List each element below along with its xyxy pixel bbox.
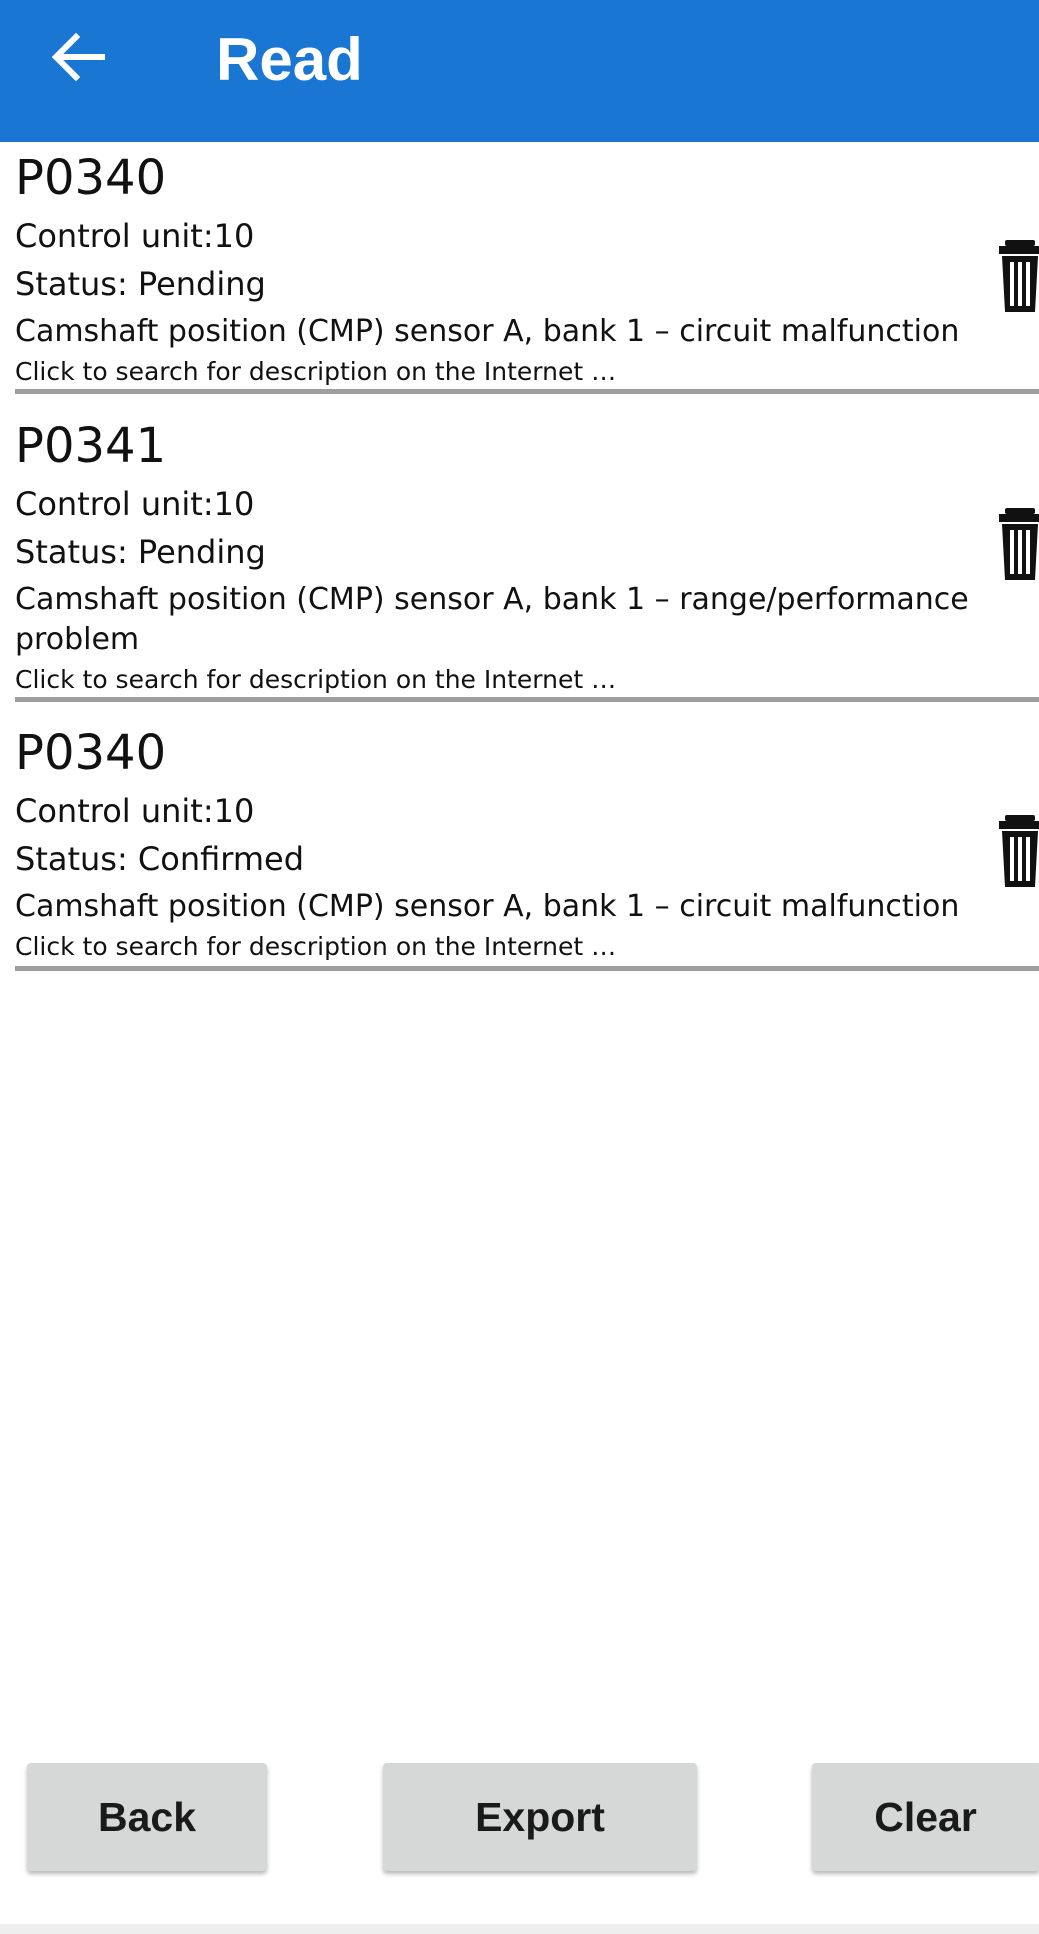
dtc-list-item[interactable] (15, 717, 1039, 971)
arrow-left-icon[interactable] (44, 27, 116, 87)
app-bar (0, 0, 1039, 142)
dtc-status: Status: Pending (15, 265, 266, 303)
dtc-control-unit: Control unit:10 (15, 485, 255, 523)
bottom-strip (0, 1924, 1039, 1934)
divider (15, 697, 1039, 702)
trash-icon[interactable] (999, 238, 1039, 314)
page-title: Read (216, 26, 363, 93)
dtc-code: P0340 (15, 150, 167, 206)
export-button[interactable]: Export (383, 1763, 697, 1871)
trash-icon[interactable] (999, 506, 1039, 582)
divider (15, 389, 1039, 394)
dtc-control-unit: Control unit:10 (15, 792, 255, 830)
dtc-code: P0340 (15, 725, 167, 781)
divider (15, 966, 1039, 971)
dtc-list-item[interactable] (15, 410, 1039, 702)
dtc-list-item[interactable] (15, 142, 1039, 392)
trash-icon[interactable] (999, 813, 1039, 889)
dtc-code: P0341 (15, 418, 167, 474)
dtc-control-unit: Control unit:10 (15, 217, 255, 255)
back-button[interactable]: Back (27, 1763, 267, 1871)
clear-button[interactable]: Clear (812, 1763, 1039, 1871)
dtc-search-hint[interactable]: Click to search for description on the Internet … (15, 665, 617, 694)
dtc-description: Camshaft position (CMP) sensor A, bank 1 – circuit malfunction (15, 314, 960, 349)
dtc-description: Camshaft position (CMP) sensor A, bank 1 – circuit malfunction (15, 889, 960, 924)
dtc-search-hint[interactable]: Click to search for description on the Internet … (15, 357, 617, 386)
dtc-status: Status: Pending (15, 533, 266, 571)
dtc-status: Status: Confirmed (15, 840, 305, 878)
dtc-search-hint[interactable]: Click to search for description on the Internet … (15, 932, 617, 961)
dtc-description: Camshaft position (CMP) sensor A, bank 1 – range/performance problem (15, 582, 969, 657)
